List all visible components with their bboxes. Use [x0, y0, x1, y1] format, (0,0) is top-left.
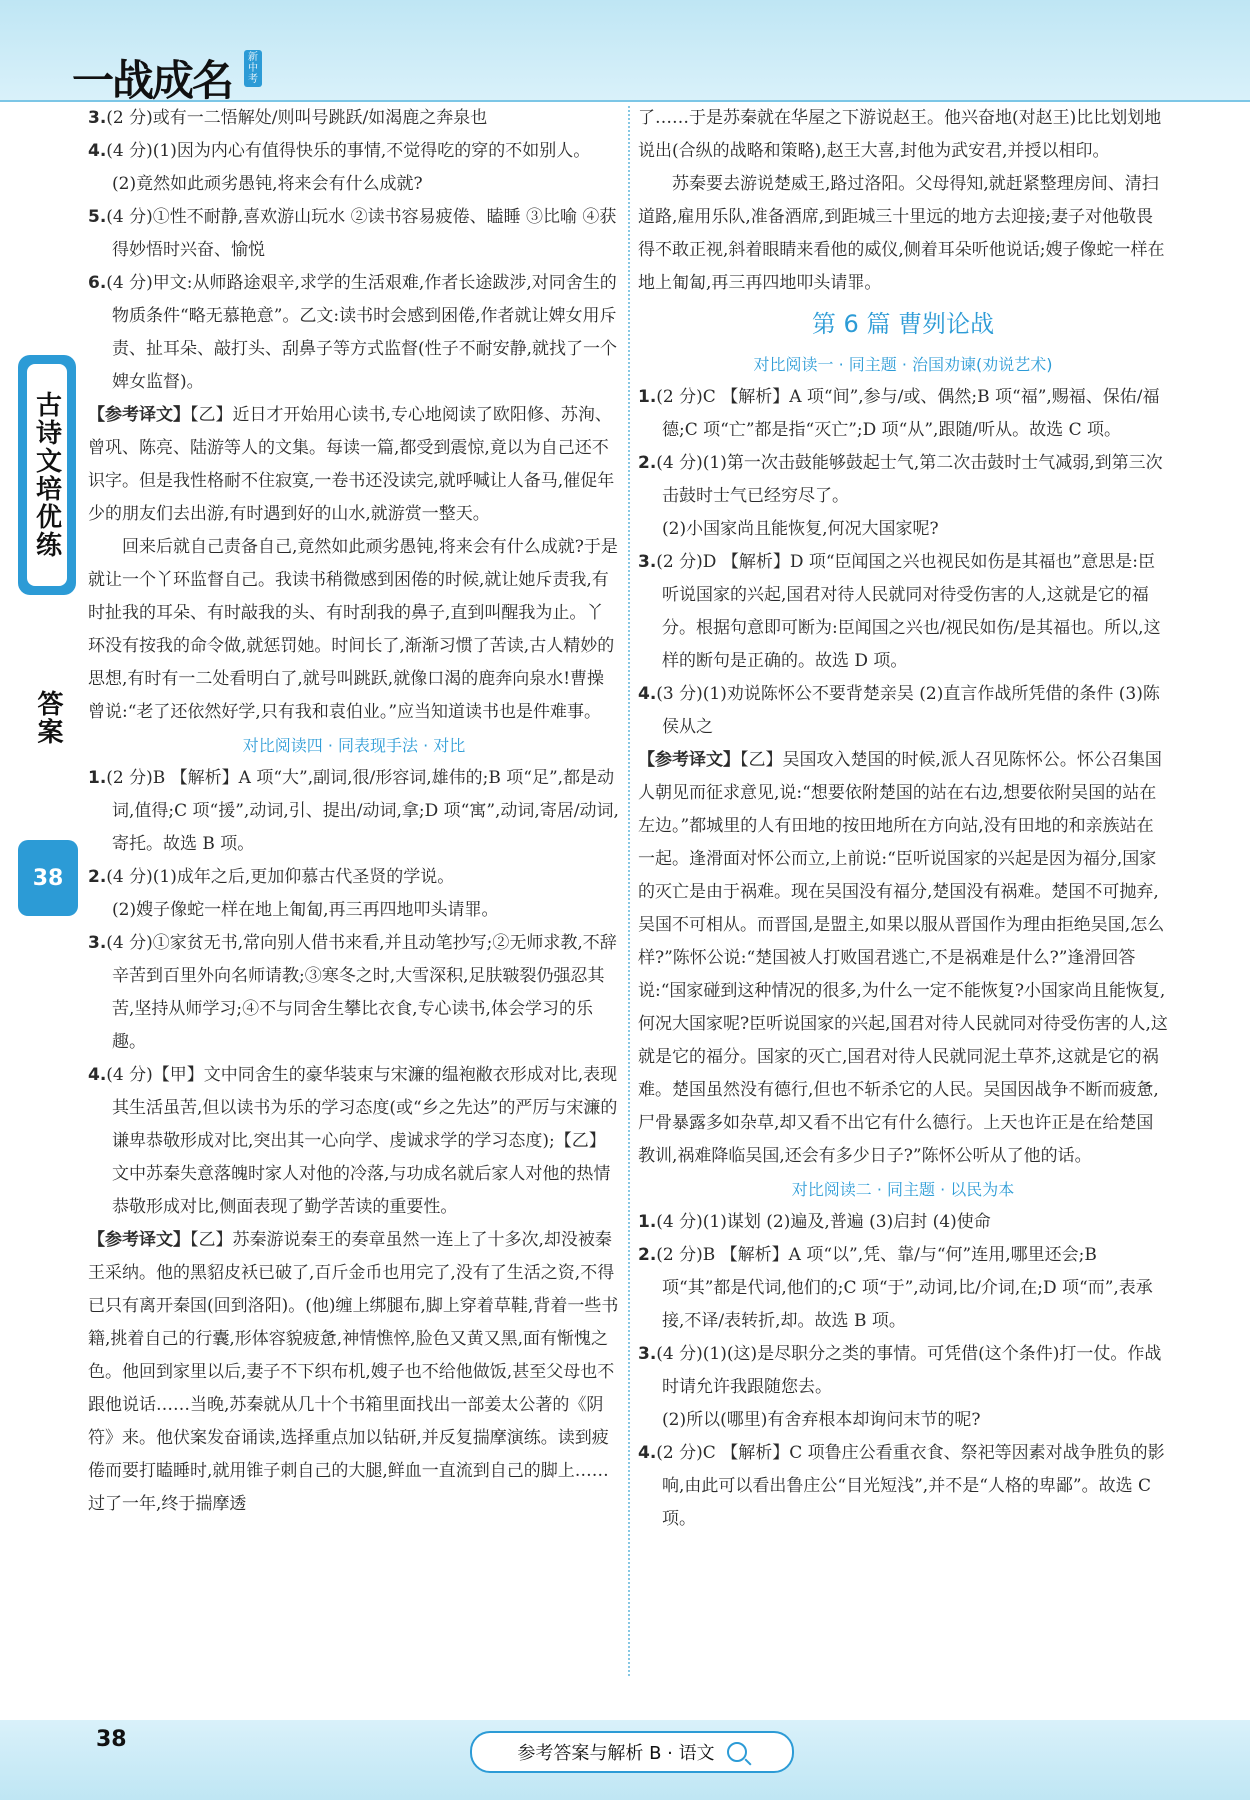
answer-item: 4.(3 分)(1)劝说陈怀公不要背楚亲吴 (2)直言作战所凭借的条件 (3)陈侯从之 — [638, 684, 1160, 737]
translation-block: 【参考译文】【乙】吴国攻入楚国的时候,派人召见陈怀公。怀公召集国人朝见而征求意见,说:“想要依附楚国的站在右边,想要依附吴国的站在左边。”都城里的人有田地的按田地所在方向站,没有田地的和亲族站在一起。逢滑面对怀公而立,上前说:“臣听说国家的兴起是因为福分,国家的灭亡是由于祸难。现在吴国没有福分,楚国没有祸难。楚国不可抛弃,吴国不可相从。而晋国,是盟主,如果以服从晋国作为理由拒绝吴国,怎么样?”陈怀公说:“楚国被人打败国君逃亡,不是祸难是什么?”逢滑回答说:“国家碰到这种情况的很多,为什么一定不能恢复?小国家尚且能恢复,何况大国家呢?臣听说国家的兴起,国君对待人民就同对待受伤害的人,这就是它的福分。国家的灭亡,国君对待人民就同泥土草芥,这就是它的祸难。楚国虽然没有德行,但也不斩杀它的人民。吴国因战争不断而疲惫,尸骨暴露多如杂草,却又看不出它有什么德行。上天也许正是在给楚国教训,祸难降临吴国,还会有多少日子?”陈怀公听从了他的话。 — [638, 750, 1168, 1166]
section-subtitle: 对比阅读一 · 同主题 · 治国劝谏(劝说艺术) — [753, 355, 1053, 374]
answer-item: 2.(2 分)B 【解析】A 项“以”,凭、靠/与“何”连用,哪里还会;B 项“其”都是代词,他们的;C 项“于”,动词,比/介词,在;D 项“而”,表承接,不译/表转折,却。故选 B 项。 — [638, 1245, 1153, 1331]
translation-block: 【参考译文】【乙】近日才开始用心读书,专心地阅读了欧阳修、苏洵、曾巩、陈亮、陆游等人的文集。每读一篇,都受到震惊,竟以为自己还不识字。但是我性格耐不住寂寞,一卷书还没读完,就呼喊让人备马,催促年少的朋友们去出游,有时遇到好的山水,就游赏一整天。 — [88, 405, 615, 524]
footer-title — [470, 1731, 794, 1773]
answer-item: 3.(2 分)D 【解析】D 项“臣闻国之兴也视民如伤是其福也”意思是:臣听说国家的兴起,国君对待人民就同对待受伤害的人,这就是它的福分。根据句意即可断为:臣闻国之兴也/视民如伤/是其福也。所以,这样的断句是正确的。故选 D 项。 — [638, 552, 1161, 671]
column-divider — [628, 106, 630, 1676]
answer-item: (2)小国家尚且能恢复,何况大国家呢? — [662, 519, 939, 539]
answer-item: 2.(4 分)(1)第一次击鼓能够鼓起士气,第二次击鼓时士气减弱,到第三次击鼓时士气已经穷尽了。 — [638, 453, 1163, 506]
answer-item: (2)竟然如此顽劣愚钝,将来会有什么成就? — [112, 174, 423, 194]
answer-item: 3.(2 分)或有一二悟解处/则叫号跳跃/如渴鹿之奔泉也 — [88, 108, 488, 128]
answer-item: 2.(4 分)(1)成年之后,更加仰慕古代圣贤的学说。 — [88, 867, 455, 887]
page-number: 38 — [96, 1727, 127, 1752]
answer-item: 6.(4 分)甲文:从师路途艰辛,求学的生活艰难,作者长途跋涉,对同舍生的物质条件“略无慕艳意”。乙文:读书时会感到困倦,作者就让婢女用斥责、扯耳朵、敲打头、刮鼻子等方式监督(性子不耐安静,就找了一个婢女监督)。 — [88, 273, 618, 392]
brand-logo: 一战成名 — [72, 56, 233, 105]
answer-item: 3.(4 分)①家贫无书,常向别人借书来看,并且动笔抄写;②无师求教,不辞辛苦到百里外向名师请教;③寒冬之时,大雪深积,足肤皲裂仍强忍其苦,坚持从师学习;④不与同舍生攀比衣食,专心读书,体会学习的乐趣。 — [88, 933, 617, 1052]
translation-block: 【参考译文】【乙】苏秦游说秦王的奏章虽然一连上了十多次,却没被秦王采纳。他的黑貂皮袄已破了,百斤金币也用完了,没有了生活之资,不得已只有离开秦国(回到洛阳)。(他)缠上绑腿布,脚上穿着草鞋,背着一些书籍,挑着自己的行囊,形体容貌疲惫,神情憔悴,脸色又黄又黑,面有惭愧之色。他回到家里以后,妻子不下织布机,嫂子也不给他做饭,甚至父母也不跟他说话……当晚,苏秦就从几十个书箱里面找出一部姜太公著的《阴符》来。他伏案发奋诵读,选择重点加以钻研,并反复揣摩演练。读到疲倦而要打瞌睡时,就用锥子刺自己的大腿,鲜血一直流到自己的脚上……过了一年,终于揣摩透 — [88, 1230, 619, 1514]
answer-item: 4.(4 分)【甲】文中同舍生的豪华装束与宋濂的缊袍敝衣形成对比,表现其生活虽苦,但以读书为乐的学习态度(或“乡之先达”的严厉与宋濂的谦卑恭敬形成对比,突出其一心向学、虔诚求学的学习态度);【乙】文中苏秦失意落魄时家人对他的冷落,与功成名就后家人对他的热情恭敬形成对比,侧面表现了勤学苦读的重要性。 — [88, 1065, 618, 1217]
translation-paragraph: 苏秦要去游说楚威王,路过洛阳。父母得知,就赶紧整理房间、清扫道路,雇用乐队,准备酒席,到距城三十里远的地方去迎接;妻子对他敬畏得不敢正视,斜着眼睛来看他的威仪,侧着耳朵听他说话;嫂子像蛇一样在地上匍匐,再三再四地叩头请罪。 — [638, 174, 1165, 293]
sidebar-answer-label: 答案 — [33, 690, 63, 746]
answer-item: 3.(4 分)(1)(这)是尽职分之类的事情。可凭借(这个条件)打一仗。作战时请允许我跟随您去。 — [638, 1344, 1162, 1397]
section-subtitle: 对比阅读四 · 同表现手法 · 对比 — [242, 736, 466, 755]
right-column — [638, 102, 1168, 1536]
answer-item: (2)所以(哪里)有舍弃根本却询问末节的呢? — [662, 1410, 981, 1430]
answer-item: 1.(4 分)(1)谋划 (2)遍及,普遍 (3)启封 (4)使命 — [638, 1212, 991, 1232]
answer-item: 5.(4 分)①性不耐静,喜欢游山玩水 ②读书容易疲倦、瞌睡 ③比喻 ④获得妙悟时兴奋、愉悦 — [88, 207, 617, 260]
answer-item: 1.(2 分)B 【解析】A 项“大”,副词,很/形容词,雄伟的;B 项“足”,都是动词,值得;C 项“援”,动词,引、提出/动词,拿;D 项“寓”,动词,寄居/动词,寄托。故选 B 项。 — [88, 768, 619, 854]
footer-title-text: 参考答案与解析 B · 语文 — [517, 1743, 715, 1764]
sidebar-tab-label: 古诗文培优练 — [31, 391, 62, 559]
answer-item: 1.(2 分)C 【解析】A 项“间”,参与/或、偶然;B 项“福”,赐福、保佑/福德;C 项“亡”都是指“灭亡”;D 项“从”,跟随/听从。故选 C 项。 — [638, 387, 1160, 440]
brand-badge: 新中考 — [244, 50, 262, 87]
search-icon — [727, 1742, 747, 1762]
section-title: 第 6 篇 曹刿论战 — [811, 310, 995, 338]
section-subtitle: 对比阅读二 · 同主题 · 以民为本 — [791, 1180, 1015, 1199]
translation-continuation: 了……于是苏秦就在华屋之下游说赵王。他兴奋地(对赵王)比比划划地说出(合纵的战略和策略),赵王大喜,封他为武安君,并授以相印。 — [638, 108, 1162, 161]
sidebar-page-label: 38 — [18, 840, 78, 916]
sidebar-tab — [18, 355, 76, 595]
answer-item: (2)嫂子像蛇一样在地上匍匐,再三再四地叩头请罪。 — [112, 900, 499, 920]
answer-item: 4.(4 分)(1)因为内心有值得快乐的事情,不觉得吃的穿的不如别人。 — [88, 141, 591, 161]
answer-item: 4.(2 分)C 【解析】C 项鲁庄公看重衣食、祭祀等因素对战争胜负的影响,由此可以看出鲁庄公“目光短浅”,并不是“人格的卑鄙”。故选 C 项。 — [638, 1443, 1165, 1529]
translation-paragraph: 回来后就自己责备自己,竟然如此顽劣愚钝,将来会有什么成就?于是就让一个丫环监督自己。我读书稍微感到困倦的时候,就让她斥责我,有时扯我的耳朵、有时敲我的头、有时刮我的鼻子,直到叫醒我为止。丫环没有按我的命令做,就惩罚她。时间长了,渐渐习惯了苦读,古人精妙的思想,有时有一二处看明白了,就号叫跳跃,就像口渴的鹿奔向泉水!曹操曾说:“老了还依然好学,只有我和袁伯业。”应当知道读书也是件难事。 — [88, 537, 618, 722]
left-column — [88, 102, 620, 1521]
